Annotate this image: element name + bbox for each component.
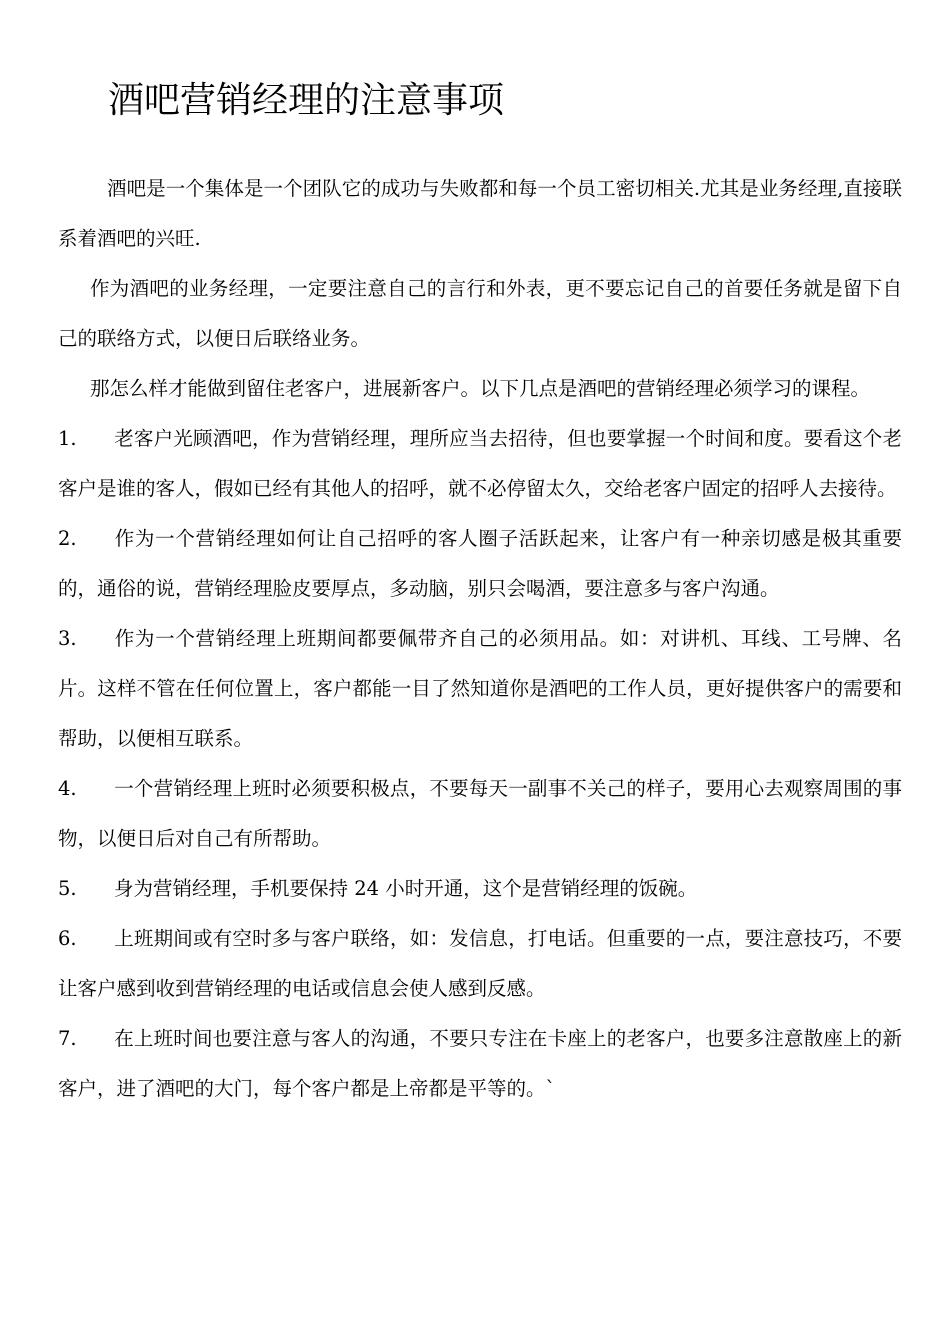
list-item-number: 7. bbox=[58, 1027, 77, 1050]
document-body bbox=[58, 164, 902, 1114]
list-item bbox=[58, 514, 902, 614]
list-item bbox=[58, 414, 902, 514]
manager-duty-paragraph: 作为酒吧的业务经理，一定要注意自己的言行和外表，更不要忘记自己的首要任务就是留下自己的联络方式，以便日后联络业务。 bbox=[58, 277, 902, 350]
list-item-text: 一个营销经理上班时必须要积极点，不要每天一副事不关己的样子，要用心去观察周围的事物，以便日后对自己有所帮助。 bbox=[58, 777, 902, 850]
document-title: 酒吧营销经理的注意事项 bbox=[108, 80, 505, 121]
list-item-text: 上班期间或有空时多与客户联络，如：发信息，打电话。但重要的一点，要注意技巧，不要让客户感到收到营销经理的电话或信息会使人感到反感。 bbox=[58, 927, 902, 1000]
intro-paragraph: 酒吧是一个集体是一个团队它的成功与失败都和每一个员工密切相关.尤其是业务经理,直接联系着酒吧的兴旺. bbox=[58, 177, 902, 250]
list-item-number: 2. bbox=[58, 527, 77, 550]
list-item-number: 4. bbox=[58, 777, 77, 800]
list-item bbox=[58, 864, 902, 914]
list-item bbox=[58, 764, 902, 864]
list-item-text: 在上班时间也要注意与客人的沟通，不要只专注在卡座上的老客户，也要多注意散座上的新客户，进了酒吧的大门，每个客户都是上帝都是平等的。` bbox=[58, 1027, 902, 1100]
list-item-number: 6. bbox=[58, 927, 77, 950]
list-item-number: 5. bbox=[58, 877, 77, 900]
list-item-number: 3. bbox=[58, 627, 77, 650]
list-item-text: 作为一个营销经理上班期间都要佩带齐自己的必须用品。如：对讲机、耳线、工号牌、名片。这样不管在任何位置上，客户都能一目了然知道你是酒吧的工作人员，更好提供客户的需要和帮助，以便相互联系。 bbox=[58, 627, 902, 750]
list-item-text: 身为营销经理，手机要保持 24 小时开通，这个是营销经理的饭碗。 bbox=[114, 877, 698, 900]
list-item bbox=[58, 914, 902, 1014]
list-item-text: 老客户光顾酒吧，作为营销经理，理所应当去招待，但也要掌握一个时间和度。要看这个老客户是谁的客人，假如已经有其他人的招呼，就不必停留太久，交给老客户固定的招呼人去接待。 bbox=[58, 427, 902, 500]
list-item-number: 1. bbox=[58, 427, 77, 450]
list-item bbox=[58, 614, 902, 764]
list-item-text: 作为一个营销经理如何让自己招呼的客人圈子活跃起来，让客户有一种亲切感是极其重要的，通俗的说，营销经理脸皮要厚点，多动脑，别只会喝酒，要注意多与客户沟通。 bbox=[58, 527, 902, 600]
list-item bbox=[58, 1014, 902, 1114]
customer-retention-paragraph: 那怎么样才能做到留住老客户，进展新客户。以下几点是酒吧的营销经理必须学习的课程。 bbox=[90, 377, 871, 400]
